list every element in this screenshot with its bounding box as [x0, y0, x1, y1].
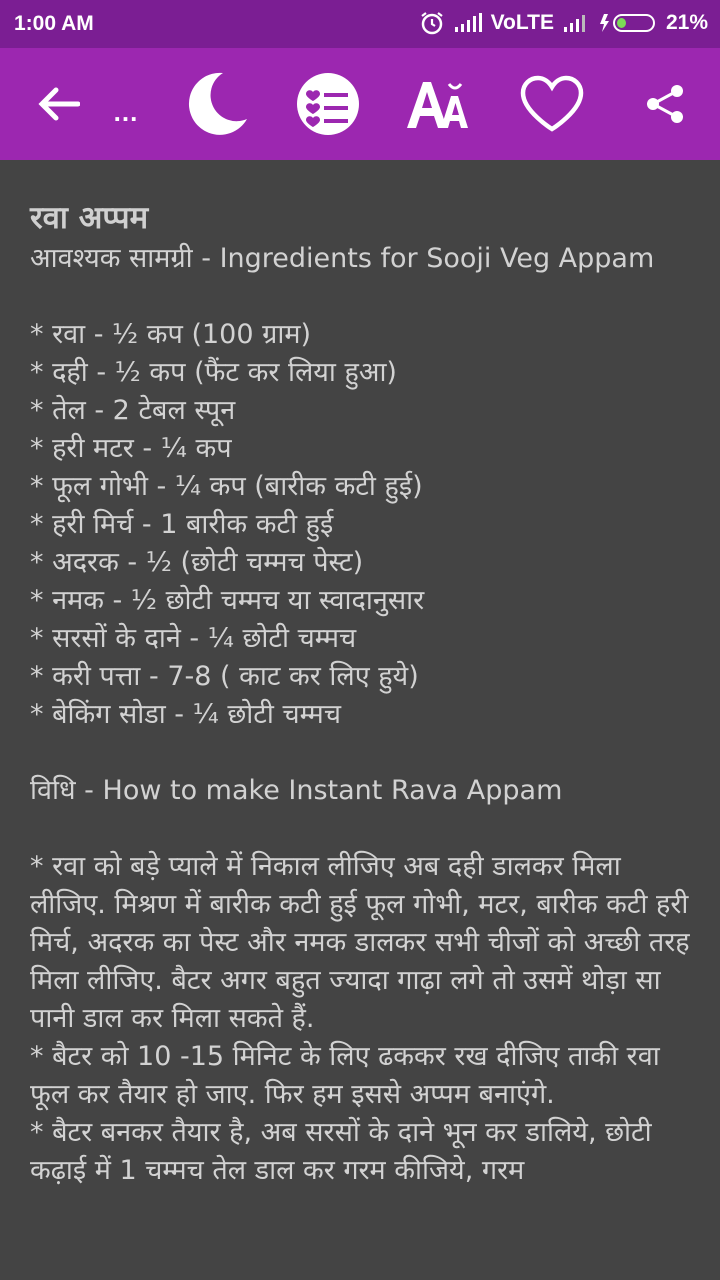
list-item: * नमक - ½ छोटी चम्मच या स्वादानुसार [30, 585, 425, 616]
status-bar [0, 0, 720, 48]
network-label: VoLTE [490, 11, 554, 34]
step-item: * बैटर को 10 -15 मिनिट के लिए ढककर रख दीजिए ताकी रवा फूल कर तैयार हो जाए. फिर हम इससे अप्पम बनाएंगे. [30, 1041, 660, 1110]
signal-icon [453, 13, 483, 33]
list-item: * फूल गोभी - ¼ कप (बारीक कटी हुई) [30, 471, 423, 502]
method-steps [30, 848, 694, 1190]
back-button[interactable] [30, 48, 86, 160]
list-item: * करी पत्ता - 7-8 ( काट कर लिए हुये) [30, 661, 419, 692]
list-item: * हरी मिर्च - 1 बारीक कटी हुई [30, 509, 334, 540]
status-icons [419, 10, 708, 36]
status-time: 1:00 AM [14, 12, 94, 35]
heart-icon [519, 75, 585, 133]
font-size-icon [405, 78, 475, 130]
font-size-button[interactable] [400, 48, 480, 160]
back-arrow-icon [36, 86, 80, 122]
night-mode-button[interactable] [176, 48, 256, 160]
ingredients-heading: आवश्यक सामग्री - Ingredients for Sooji Veg Appam [30, 243, 655, 274]
list-item: * अदरक - ½ (छोटी चम्मच पेस्ट) [30, 547, 364, 578]
list-item: * रवा - ½ कप (100 ग्राम) [30, 319, 311, 350]
recipe-title: रवा अप्पम [30, 200, 149, 236]
ingredient-list [30, 316, 694, 734]
list-item: * दही - ½ कप (फैंट कर लिया हुआ) [30, 357, 397, 388]
list-item: * बेकिंग सोडा - ¼ छोटी चम्मच [30, 699, 341, 730]
list-item: * तेल - 2 टेबल स्पून [30, 395, 236, 426]
recipe-content [30, 196, 694, 1190]
list-item: * सरसों के दाने - ¼ छोटी चम्मच [30, 623, 357, 654]
favorites-list-button[interactable] [288, 48, 368, 160]
more-label: ... [113, 96, 139, 127]
list-item: * हरी मटर - ¼ कप [30, 433, 232, 464]
toolbar [0, 48, 720, 160]
method-heading: विधि - How to make Instant Rava Appam [30, 775, 563, 806]
hearts-list-icon [296, 72, 360, 136]
step-item: * रवा को बड़े प्याले में निकाल लीजिए अब दही डालकर मिला लीजिए. मिश्रण में बारीक कटी हुई फूल गोभी, मटर, बारीक कटी हरी मिर्च, अदरक का पेस्ट और नमक डालकर सभी चीजों को अच्छी तरह मिला लीजिए. बैटर अगर बहुत ज्यादा गाढ़ा लगे तो उसमें थोड़ा सा पानी डाल कर मिला सकते हैं. [30, 851, 690, 1034]
moon-icon [181, 69, 251, 139]
step-item: * बैटर बनकर तैयार है, अब सरसों के दाने भून कर डालिये, छोटी कढ़ाई में 1 चम्मच तेल डाल कर गरम कीजिये, गरम [30, 1117, 652, 1186]
share-icon [644, 83, 686, 125]
favorite-button[interactable] [512, 48, 592, 160]
more-button[interactable] [104, 48, 148, 160]
alarm-icon [419, 10, 445, 36]
battery-level: 21% [665, 11, 708, 34]
battery-icon [598, 12, 658, 34]
signal-icon-2 [562, 13, 590, 33]
share-button[interactable] [630, 48, 700, 160]
